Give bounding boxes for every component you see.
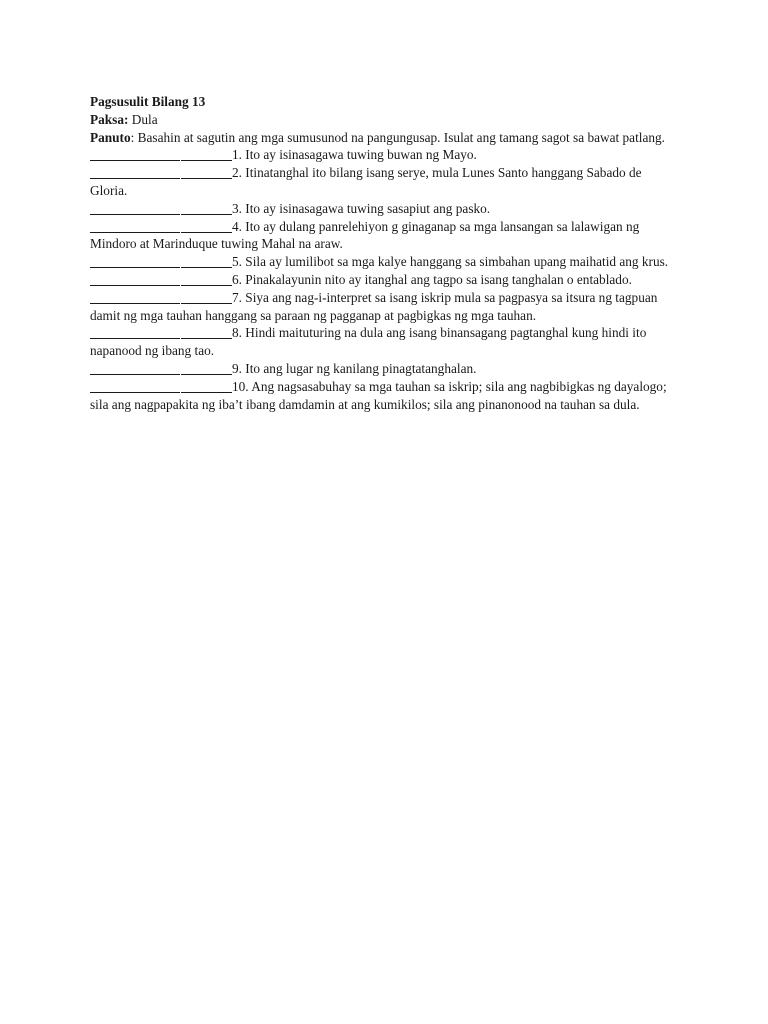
answer-blank-extension[interactable] <box>181 201 232 215</box>
topic-label: Paksa: <box>90 111 129 127</box>
question-text: 9. Ito ang lugar ng kanilang pinagtatanghalan. <box>232 360 477 376</box>
question-text: 8. Hindi maituturing na dula ang isang binansagang pagtanghal kung hindi ito napanood ng ibang tao. <box>90 325 647 359</box>
topic-line <box>90 111 680 129</box>
instruction-text: : Basahin at sagutin ang mga sumusunod na pangungusap. Isulat ang tamang sagot sa bawat patlang. <box>130 129 665 145</box>
quiz-content <box>90 93 680 413</box>
answer-blank-extension[interactable] <box>181 219 232 233</box>
question-item-2 <box>90 164 680 200</box>
question-text: 3. Ito ay isinasagawa tuwing sasapiut ang pasko. <box>232 200 491 216</box>
question-text: 2. Itinatanghal ito bilang isang serye, mula Lunes Santo hanggang Sabado de Gloria. <box>90 165 642 198</box>
answer-blank[interactable] <box>90 325 180 339</box>
question-text: 7. Siya ang nag-i-interpret sa isang iskrip mula sa pagpasya sa itsura ng tagpuan damit ng mga tauhan hanggang sa paraan ng pagganap at pagbigkas ng mga tauhan. <box>90 289 658 323</box>
question-item-4 <box>90 218 680 254</box>
answer-blank-extension[interactable] <box>181 361 232 375</box>
answer-blank-extension[interactable] <box>181 379 232 393</box>
answer-blank[interactable] <box>90 361 180 375</box>
answer-blank[interactable] <box>90 379 180 393</box>
answer-blank[interactable] <box>90 165 180 179</box>
answer-blank-extension[interactable] <box>181 272 232 286</box>
question-item-8 <box>90 324 680 360</box>
quiz-title: Pagsusulit Bilang 13 <box>90 94 206 109</box>
answer-blank[interactable] <box>90 219 180 233</box>
question-item-10 <box>90 378 680 414</box>
answer-blank[interactable] <box>90 290 180 304</box>
answer-blank[interactable] <box>90 254 180 268</box>
question-item-9 <box>90 360 680 378</box>
answer-blank[interactable] <box>90 272 180 286</box>
answer-blank-extension[interactable] <box>181 325 232 339</box>
answer-blank[interactable] <box>90 201 180 215</box>
answer-blank-extension[interactable] <box>181 147 232 161</box>
question-text: 5. Sila ay lumilibot sa mga kalye hanggang sa simbahan upang maihatid ang krus. <box>232 254 669 270</box>
question-text: 4. Ito ay dulang panrelehiyon g ginaganap sa mga lansangan sa lalawigan ng Mindoro at Marinduque tuwing Mahal na araw. <box>90 218 640 252</box>
question-item-1 <box>90 146 680 164</box>
instruction-label: Panuto <box>90 129 131 145</box>
question-item-7 <box>90 289 680 325</box>
question-text: 10. Ang nagsasabuhay sa mga tauhan sa iskrip; sila ang nagbibigkas ng dayalogo; sila ang nagpapakita ng iba’t ibang damdamin at ang kumikilos; sila ang pinanonood na tauhan sa dula. <box>90 378 667 412</box>
answer-blank-extension[interactable] <box>181 254 232 268</box>
topic-value: Dula <box>128 111 158 127</box>
question-text: 6. Pinakalayunin nito ay itanghal ang tagpo sa isang tanghalan o entablado. <box>232 271 632 287</box>
question-text: 1. Ito ay isinasagawa tuwing buwan ng Mayo. <box>232 147 477 163</box>
answer-blank-extension[interactable] <box>181 290 232 304</box>
instruction-line <box>90 129 680 147</box>
answer-blank-extension[interactable] <box>181 165 232 179</box>
question-item-5 <box>90 253 680 271</box>
question-item-6 <box>90 271 680 289</box>
question-item-3 <box>90 200 680 218</box>
answer-blank[interactable] <box>90 147 180 161</box>
